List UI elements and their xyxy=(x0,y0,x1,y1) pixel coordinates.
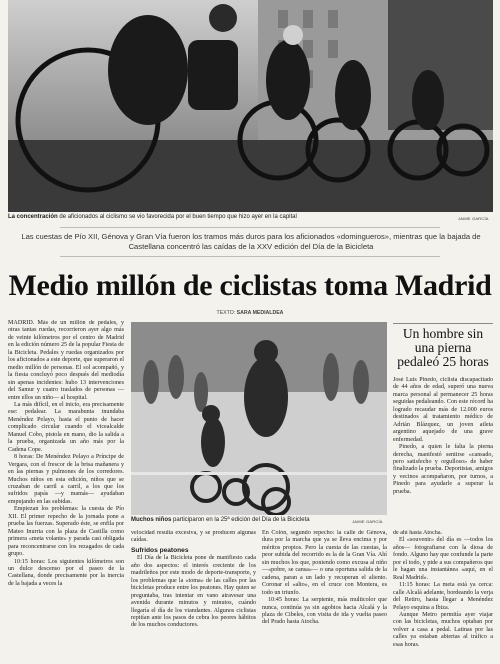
top-caption-bold: La concentración xyxy=(8,214,58,220)
subheadline: Las cuestas de Pío XII, Génova y Gran Vía fueron los tramos más duros para los aficionados «domingueros», mientras que la bajada de Castellana concentró las caídas de la XXV edición del Día de la Bicicleta xyxy=(21,232,481,251)
main-photo-credit: JAIME GARCÍA xyxy=(352,519,383,524)
paragraph: José Luis Pinedo, ciclista discapacitado de 44 años de edad, superó una nueva marca personal al permanecer 25 horas seguidas pedaleando. Con este récord ha logrado recaudar más de 12.000 euros destinados al tratamiento médico de Adrián Blázquez, un joven atleta argentino aquejado de una grave enfermedad. xyxy=(393,377,493,443)
main-photo xyxy=(131,322,387,515)
column-1 xyxy=(8,320,124,664)
top-caption-text: de aficionados al ciclismo se vio favorecida por el buen tiempo que hizo ayer en la capital xyxy=(57,214,297,220)
paragraph: El Día de la Bicicleta pone de manifiesto cada año dos aspectos: el interés creciente de los madrileños por este modo de deporte-transporte, y los problemas que la «toma» de las calles por las bicicletas produce entre los peatones. Hay quien se preguntaba, tras intentar en vano atravesar una avenida durante minutos y minutos, cuándo llegaría el día de los viandantes. Algunos ciclistas repitían ante los pasos de cebra los peores hábitos de los muchos conductores. xyxy=(131,555,256,629)
paragraph: velocidad resulta excesiva, y se producen algunas caídas. xyxy=(131,530,256,544)
sidebar-body xyxy=(393,377,493,527)
paragraph: 10:45 horas: La serpiente, más multicolor que nunca, continúa ya sin agobios hacia Alcalá y la plaza de Cibeles, con visita de ida y vuelta paseo del Prado hasta Atocha. xyxy=(262,597,387,626)
paragraph: 10:15 horas: Los siguientes kilómetros son un dulce descenso por el paseo de la Castellana, donde precisamente por la inercia de la bajada a veces la xyxy=(8,558,124,587)
sidebar-rule xyxy=(393,323,493,324)
paragraph: de ahí hasta Atocha. xyxy=(393,530,443,536)
sidebar-title: Un hombre sin una pierna pedaleó 25 horas xyxy=(397,326,489,369)
byline-author: SARA MEDIALDEA xyxy=(236,310,284,316)
byline-label: TEXTO: xyxy=(216,310,237,316)
main-caption-bold: Muchos niños xyxy=(131,517,172,523)
top-photo-credit: JAIME GARCÍA xyxy=(458,216,489,221)
paragraph: El «souvenir» del día es —todos los años— fotografiarse con la diosa de fondo. Alguno hay que confunde la parte por el todo, y pide a sus compañeros que le hagan una instantánea «aquí, en el Real Madrid». xyxy=(393,537,493,581)
top-photo xyxy=(8,0,493,212)
subhead-rule-top xyxy=(60,227,440,228)
paragraph: La más difícil, en el inicio, era precisamente ese: pedalear. La marabunta inundaba Menéndez Pelayo, hasta el punto de hacer complicado circular cuando el vicealcalde Manuel Cobo, pistola en mano, dio la salida a la prueba, organizada un año más por la Cadena Cope. xyxy=(8,401,124,453)
child-cyclist-photo-illustration xyxy=(131,322,387,515)
cyclists-photo-illustration xyxy=(8,0,493,212)
paragraph: Empiezan los problemas: la cuesta de Pío XII. El primer repecho de la jornada pone a prueba las fuerzas. Superado éste, se enfila por Mateo Inurria con la plaza de Castilla como primera «meta volante» y parada casi obligada para reconcentrarse con los rezagados de cada grupo. xyxy=(8,506,124,558)
paragraph: 11:15 horas: La meta está ya cerca: calle Alcalá adelante, bordeando la verja del Retiro, hasta llegar a Menéndez Pelayo esquina a Ibiza. xyxy=(393,582,493,611)
paragraph: Pinedo, a quien le falta la pierna derecha, manifestó sentirse «cansado, pero satisfecho y orgulloso» de haber finalizado la prueba. Deportistas, amigos y vecinos acompañaron, por turnos, a Pinedo para ayudarle a superar la prueba. xyxy=(393,444,493,495)
section-heading: Sufridos peatones xyxy=(131,546,189,554)
paragraph: Aunque Metro permitía ayer viajar con las bicicletas, muchos optaban por volver a casa a pedal. Latinas por las calles ya estaban abiertas al tráfico a esas horas. xyxy=(393,611,493,648)
column-2 xyxy=(131,530,256,664)
column-4 xyxy=(393,530,493,664)
main-caption-text: participaron en la 25ª edición del Día de la Bicicleta xyxy=(171,517,310,523)
column-3 xyxy=(262,530,387,664)
byline xyxy=(150,310,350,316)
main-photo-caption xyxy=(131,517,351,524)
top-photo-caption xyxy=(8,214,428,221)
paragraph: 8 horas: De Menéndez Pelayo a Príncipe de Vergara, con el frescor de la brisa mañanera y en las piernas y pulmones de los corredores. Muchos niños en esta edición, niños que se cruzaban de carril a carril, a los que los sufridos papás —y mamás— ayudaban empujando en las subidas. xyxy=(8,454,124,505)
paragraph: En Colón, segundo repecho: la calle de Génova, dura por la marcha que ya se lleva encima y por méritos propios. Pero la cuesta de las cuestas, la peor subida del recorrido es la de la Gran Vía. Ahí sin muchos los que, poniendo como excusa al niño —«pobre, se cansa»— o una oportuna salida de la cadena, paran a un lado y recuperan el aliento. Coronar el «alto», en el cruce con Montera, es todo un triunfo. xyxy=(262,530,387,596)
subhead-rule-bottom xyxy=(60,256,440,257)
paragraph: MADRID. Más de un millón de pedales, y otras tantas ruedas, recorrieron ayer algo más de veinte kilómetros por el centro de Madrid en la edición número 25 de la popular Fiesta de la Bicicleta. Pedales y ruedas organizados por los aficionados a este deporte, que superaron el medio millón de personas. El sol acompañó, y la fiesta concluyó poco después del mediodía sin apenas incidentes: hubo 13 intervenciones del Samur y cuatro traslados de personas —entre ellos un niño— al hospital. xyxy=(8,320,124,401)
headline: Medio millón de ciclistas toma Madrid xyxy=(8,269,492,302)
